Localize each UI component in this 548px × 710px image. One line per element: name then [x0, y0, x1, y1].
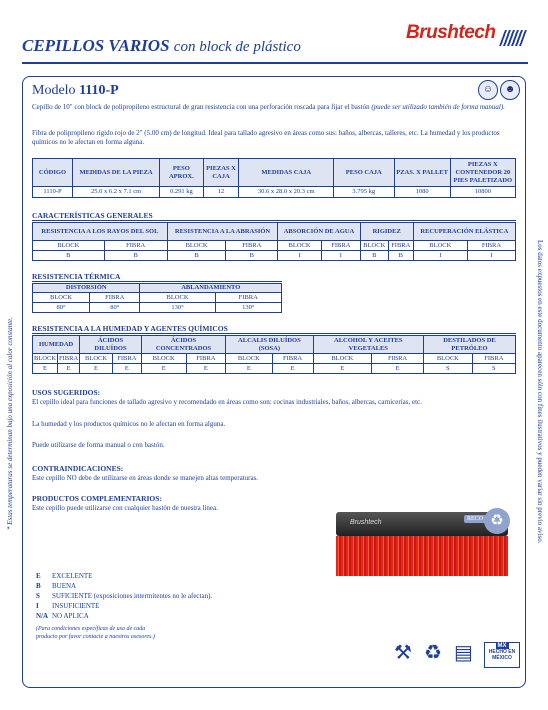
model-code: 1110-P — [79, 83, 119, 98]
chemical-value: E — [33, 364, 58, 374]
chemical-sub: BLOCK — [313, 354, 372, 364]
chemical-value: S — [472, 364, 515, 374]
chemical-value: E — [313, 364, 372, 374]
description-1a: Cepillo de 10" con block de polipropileno estructural de gran resistencia con una perforación roscada para fijar el bastón — [32, 103, 370, 111]
spec-header: PESO APROX. — [160, 159, 203, 187]
chemical-group: HUMEDAD — [33, 336, 80, 354]
thermal-group: DISTORSIÓN — [33, 284, 140, 293]
chemical-value: E — [186, 364, 226, 374]
legend-note-1: (Para condiciones específicas de uso de cada — [36, 626, 146, 632]
thermal-value: 80° — [33, 303, 90, 313]
legend-item — [36, 592, 212, 600]
thermal-value: 130° — [215, 303, 281, 313]
spec-cell: 10800 — [450, 187, 515, 198]
thermal-rule — [32, 281, 282, 282]
spec-cell: 12 — [203, 187, 239, 198]
chemical-value: E — [272, 364, 313, 374]
general-sub: FIBRA — [104, 241, 167, 251]
model-heading — [32, 83, 119, 99]
description-1b: (puede ser utilizado también de forma manual). — [371, 103, 505, 111]
cleaning-person-icon: ⚒ — [394, 642, 412, 664]
header-rule — [22, 62, 528, 64]
general-value: B — [388, 251, 413, 261]
spec-header: PIEZAS X CONTENEDOR 20 PIES PALETIZADO — [450, 159, 515, 187]
chemical-table — [32, 335, 516, 374]
general-sub: BLOCK — [33, 241, 105, 251]
worker-helmet-icon: ☺ — [478, 80, 498, 100]
general-value: B — [33, 251, 105, 261]
legend-value: BUENA — [52, 582, 77, 590]
chemical-group: DESTILADOS DE PETRÓLEO — [423, 336, 515, 354]
uses-p1: El cepillo ideal para funciones de tallado agresivo y recomendado en áreas como son: cocinas industriales, baños, albercas, carnicerías, etc. — [32, 398, 422, 406]
general-value: B — [167, 251, 226, 261]
general-group: RIGIDEZ — [360, 223, 413, 241]
legend-note-2: producto por favor contacte a nuestros asesores.) — [36, 634, 155, 640]
brand-logo — [406, 22, 524, 52]
made-in-top: MX — [497, 643, 507, 649]
legend-key: E — [36, 572, 41, 580]
general-value: I — [413, 251, 467, 261]
chemical-value: S — [423, 364, 472, 374]
title-main: CEPILLOS VARIOS — [22, 36, 170, 55]
legend-value: EXCELENTE — [52, 572, 93, 580]
general-group: ABSORCIÓN DE AGUA — [278, 223, 361, 241]
spec-cell: 0.291 kg — [160, 187, 203, 198]
general-sub: FIBRA — [226, 241, 278, 251]
chemical-sub: BLOCK — [34, 354, 57, 362]
spec-cell: 25.0 x 6.2 x 7.1 cm — [72, 187, 159, 198]
recycle-icon: ♻ — [484, 508, 510, 534]
thermal-value: 130° — [140, 303, 215, 313]
made-in-line1: HECHO EN — [488, 649, 516, 655]
spec-cell: 1110-P — [33, 187, 73, 198]
complement-title: PRODUCTOS COMPLEMENTARIOS: — [32, 494, 162, 503]
general-group: RESISTENCIA A LA ABRASIÓN — [167, 223, 277, 241]
legend-item — [36, 582, 76, 590]
general-sub: BLOCK — [360, 241, 388, 251]
worker-shield-icon: ☻ — [500, 80, 520, 100]
chemical-sub: FIBRA — [372, 354, 424, 364]
description-1 — [32, 103, 512, 112]
spec-cell: 30.6 x 28.0 x 20.3 cm — [239, 187, 333, 198]
chemical-group: ALCOHOL Y ACEITES VEGETALES — [313, 336, 423, 354]
legend-value: SUFICIENTE (exposiciones intermitentes no le afectan). — [52, 592, 213, 600]
chemical-value: E — [112, 364, 141, 374]
legend-key: S — [36, 592, 40, 600]
general-group: RESISTENCIA A LOS RAYOS DEL SOL — [33, 223, 168, 241]
made-in-mexico-badge — [484, 642, 520, 668]
spec-header: PZAS. X PALLET — [394, 159, 450, 187]
thermal-group: ABLANDAMIENTO — [140, 284, 282, 293]
general-sub: BLOCK — [278, 241, 322, 251]
spec-header: MEDIDAS CAJA — [239, 159, 333, 187]
legend-key: B — [36, 582, 41, 590]
general-group: RECUPERACIÓN ELÁSTICA — [413, 223, 515, 241]
legend-key: N/A — [36, 612, 49, 620]
chemical-sub: FIBRA — [59, 354, 79, 362]
chemical-value: E — [58, 364, 80, 374]
uses-p2: La humedad y los productos químicos no le afectan en forma alguna. — [32, 420, 226, 428]
chemical-sub: BLOCK — [423, 354, 472, 364]
product-label: Brushtech — [350, 519, 382, 526]
uses-title: USOS SUGERIDOS: — [32, 388, 101, 397]
general-value: I — [321, 251, 360, 261]
side-note-left-text: * Estas temperaturas se determinan bajo una exposición al calor constante. — [6, 317, 14, 530]
chemical-rule — [32, 333, 516, 334]
chemical-sub: FIBRA — [186, 354, 226, 364]
contra-title: CONTRAINDICACIONES: — [32, 464, 124, 473]
spec-table — [32, 158, 516, 198]
chemical-group: ÁCIDOS DILUÍDOS — [80, 336, 142, 354]
thermal-title: RESISTENCIA TÉRMICA — [32, 272, 121, 281]
spec-header: PESO CAJA — [333, 159, 394, 187]
uses-p3: Puede utilizarse de forma manual o con bastón. — [32, 441, 165, 449]
general-table — [32, 222, 516, 261]
brush-bristles — [336, 536, 508, 576]
side-note-right — [532, 240, 546, 560]
made-in-line2: MÉXICO — [492, 655, 512, 661]
recycle-footer-icon: ♻ — [424, 642, 442, 664]
brush-icon: ▤ — [454, 642, 473, 664]
model-label: Modelo — [32, 83, 76, 98]
chemical-value: E — [141, 364, 186, 374]
general-value: I — [467, 251, 515, 261]
brand-brush-icon — [499, 30, 527, 46]
spec-cell: 1080 — [394, 187, 450, 198]
chemical-value: E — [226, 364, 272, 374]
chemical-sub: BLOCK — [226, 354, 272, 364]
legend-value: INSUFICIENTE — [52, 602, 100, 610]
thermal-value: 80° — [90, 303, 140, 313]
thermal-table — [32, 283, 282, 313]
thermal-sub: FIBRA — [215, 293, 281, 303]
general-title: CARACTERÍSTICAS GENERALES — [32, 211, 153, 220]
chemical-sub: BLOCK — [141, 354, 186, 364]
chemical-value: E — [372, 364, 424, 374]
thermal-sub: FIBRA — [90, 293, 140, 303]
brand-text: Brushtech — [406, 22, 496, 43]
general-sub: FIBRA — [388, 241, 413, 251]
legend-item — [36, 572, 92, 580]
legend-item — [36, 612, 89, 620]
recycle-code: RECO — [464, 515, 486, 523]
contra-p1: Este cepillo NO debe de utilizarse en áreas donde se manejen altas temperaturas. — [32, 474, 259, 482]
side-note-left — [6, 200, 20, 530]
legend-item — [36, 602, 99, 610]
chemical-group: ÁCIDOS CONCENTRADOS — [141, 336, 225, 354]
thermal-sub: BLOCK — [140, 293, 215, 303]
general-value: B — [104, 251, 167, 261]
spec-header: MEDIDAS DE LA PIEZA — [72, 159, 159, 187]
general-sub: FIBRA — [467, 241, 515, 251]
side-note-right-text: Los datos expuestos en este documento aparecen sólo con fines ilustrativos y pueden variar sin previo aviso. — [536, 240, 544, 544]
spec-header: PIEZAS X CAJA — [203, 159, 239, 187]
general-value: B — [360, 251, 388, 261]
general-sub: FIBRA — [321, 241, 360, 251]
general-sub: BLOCK — [167, 241, 226, 251]
complement-p1: Este cepillo puede utilizarse con cualquier bastón de nuestra línea. — [32, 504, 218, 512]
chemical-sub: FIBRA — [112, 354, 141, 364]
chemical-sub: BLOCK — [80, 354, 113, 364]
thermal-sub: BLOCK — [33, 293, 90, 303]
spec-cell: 3.795 kg — [333, 187, 394, 198]
general-value: I — [278, 251, 322, 261]
chemical-sub: FIBRA — [472, 354, 515, 364]
chemical-group: ALCALIS DILUÍDOS (SOSA) — [226, 336, 313, 354]
chemical-title: RESISTENCIA A LA HUMEDAD Y AGENTES QUÍMICOS — [32, 324, 228, 333]
description-2: Fibra de polipropileno rígido rojo de 2" (5.00 cm) de longitud. Ideal para tallado agresivo en áreas como sus: baños, albercas, talleres, etc. La humedad y los productos químicos no le afectan en forma alguna. — [32, 129, 500, 146]
chemical-value: E — [80, 364, 113, 374]
page-title — [22, 36, 301, 56]
safety-icons — [478, 80, 520, 98]
general-sub: BLOCK — [413, 241, 467, 251]
general-rule — [32, 220, 516, 221]
title-sub: con block de plástico — [173, 39, 301, 55]
general-value: B — [226, 251, 278, 261]
legend-value: NO APLICA — [52, 612, 89, 620]
spec-header: CÓDIGO — [33, 159, 73, 187]
legend-key: I — [36, 602, 39, 610]
chemical-sub: FIBRA — [272, 354, 313, 364]
